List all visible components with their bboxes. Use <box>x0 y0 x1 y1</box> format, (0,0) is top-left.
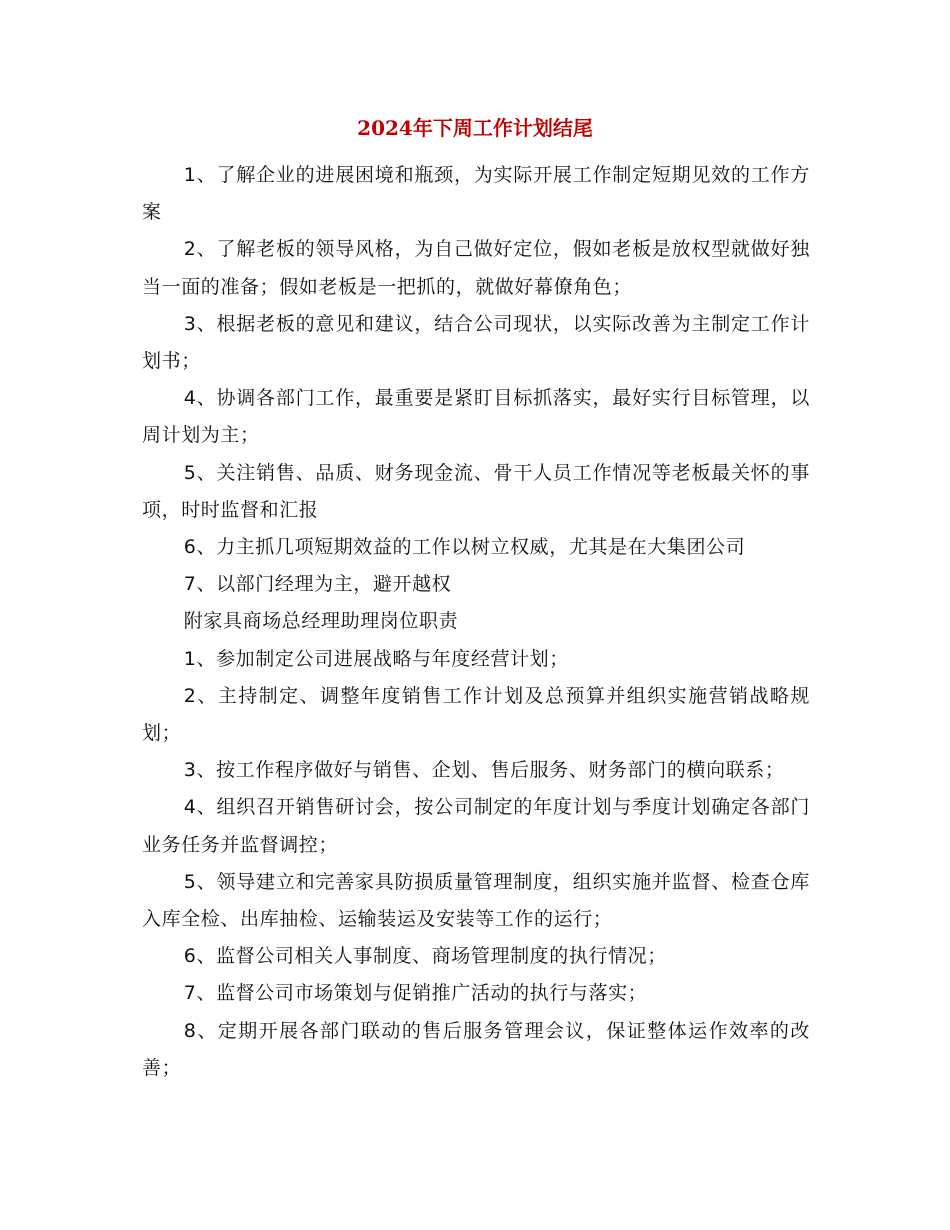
paragraph: 1、了解企业的进展困境和瓶颈，为实际开展工作制定短期见效的工作方案 <box>142 164 810 224</box>
paragraph: 1、参加制定公司进展战略与年度经营计划； <box>183 647 569 670</box>
paragraph: 2、主持制定、调整年度销售工作计划及总预算并组织实施营销战略规划； <box>142 684 810 745</box>
paragraph: 3、按工作程序做好与销售、企划、售后服务、财务部门的横向联系； <box>183 759 785 782</box>
document-title: 2024年下周工作计划结尾 <box>357 116 593 140</box>
paragraph: 4、组织召开销售研讨会，按公司制定的年度计划与季度计划确定各部门业务任务并监督调控； <box>142 796 810 856</box>
paragraph: 6、力主抓几项短期效益的工作以树立权威，尤其是在大集团公司 <box>183 536 746 559</box>
paragraph: 4、协调各部门工作，最重要是紧盯目标抓落实，最好实行目标管理，以周计划为主； <box>142 387 810 447</box>
paragraph: 2、了解老板的领导风格，为自己做好定位，假如老板是放权型就做好独当一面的准备；假如老板是一把抓的，就做好幕僚角色； <box>142 238 810 298</box>
paragraph: 8、定期开展各部门联动的售后服务管理会议，保证整体运作效率的改善； <box>142 1019 810 1079</box>
section-heading: 附家具商场总经理助理岗位职责 <box>183 610 459 633</box>
paragraph: 5、领导建立和完善家具防损质量管理制度，组织实施并监督、检查仓库入库全检、出库抽检、运输装运及安装等工作的运行； <box>142 870 810 931</box>
paragraph: 7、以部门经理为主，避开越权 <box>183 573 452 596</box>
paragraph: 5、关注销售、品质、财务现金流、骨干人员工作情况等老板最关怀的事项，时时监督和汇报 <box>142 461 810 521</box>
document-body <box>142 157 810 1087</box>
paragraph: 3、根据老板的意见和建议，结合公司现状，以实际改善为主制定工作计划书； <box>142 312 810 373</box>
paragraph: 6、监督公司相关人事制度、商场管理制度的执行情况； <box>183 945 667 968</box>
paragraph: 7、监督公司市场策划与促销推广活动的执行与落实； <box>183 982 648 1005</box>
